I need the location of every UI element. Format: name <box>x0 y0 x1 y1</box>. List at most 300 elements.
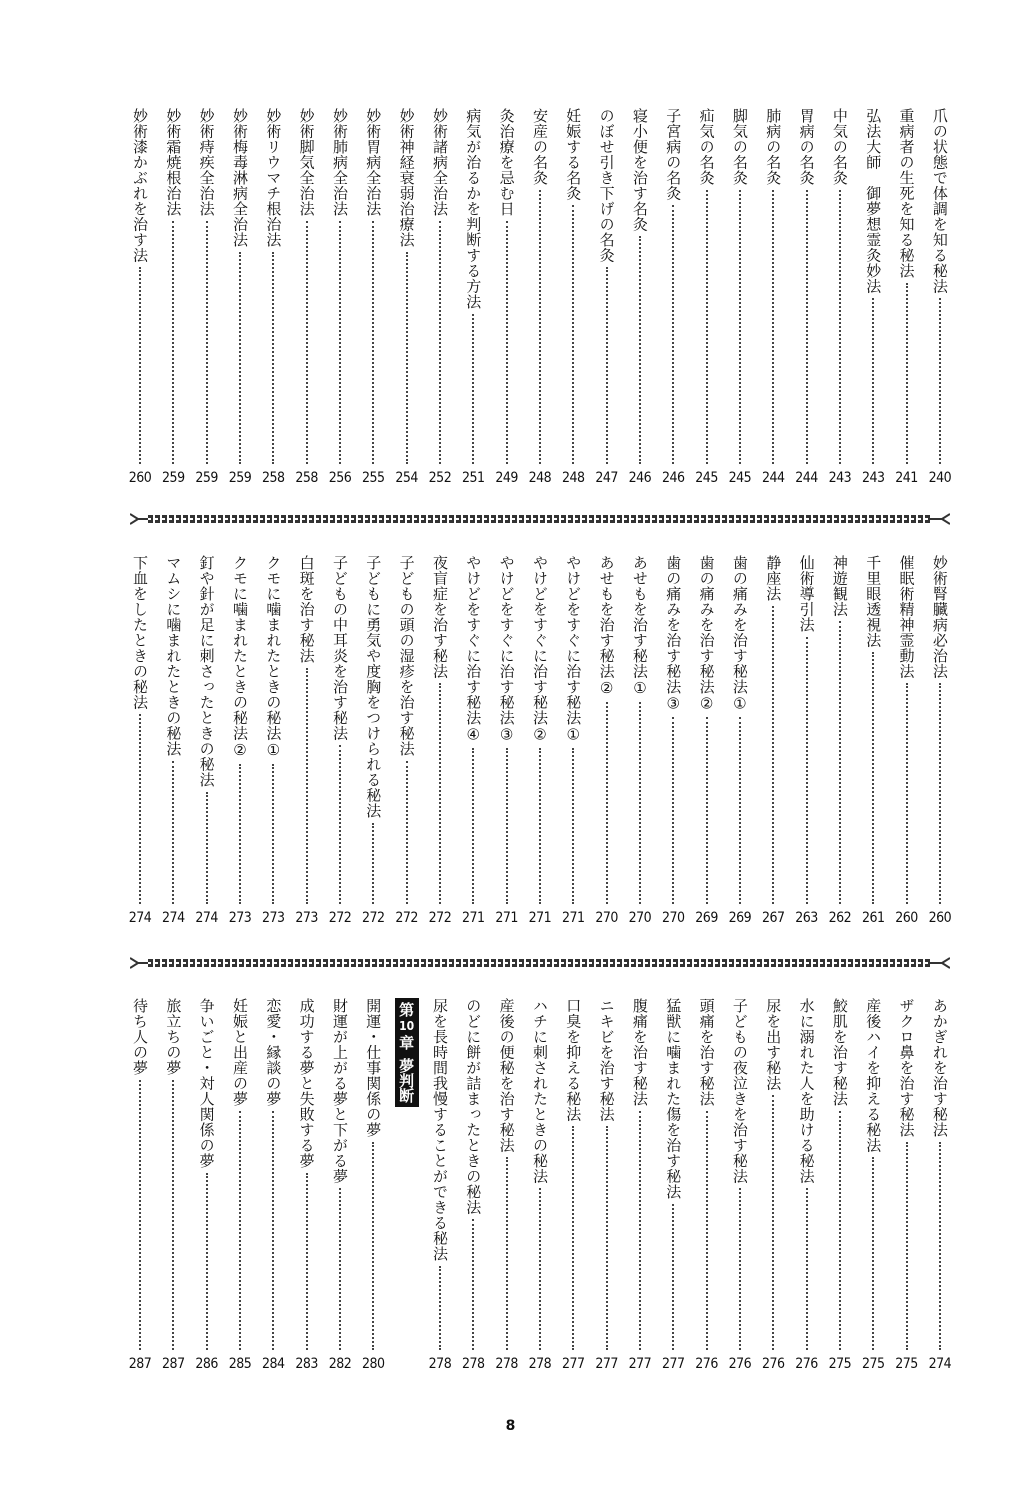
toc-entry-page: 276 <box>761 1356 785 1372</box>
toc-entry-title: 安産の名灸 <box>530 108 549 186</box>
leader-dots <box>172 761 174 905</box>
toc-entry-page: 278 <box>462 1356 485 1372</box>
toc-entry-page: 260 <box>128 470 152 486</box>
leader-dots <box>939 683 941 904</box>
toc-entry-page: 271 <box>528 910 552 926</box>
toc-entry-page: 274 <box>928 1356 952 1372</box>
toc-section-3 <box>128 998 952 1372</box>
toc-section-1 <box>128 108 952 486</box>
toc-entry <box>828 108 852 486</box>
toc-entry-title: 脚気の名灸 <box>730 108 749 186</box>
toc-entry-title: 中気の名灸 <box>830 108 849 186</box>
toc-entry-title: 子どもに勇気や度胸をつけられる秘法 <box>364 555 383 819</box>
toc-entry <box>928 108 952 486</box>
toc-entry-title: のぼせ引き下げの名灸 <box>597 108 616 263</box>
leader-dots <box>339 221 341 465</box>
leader-dots <box>439 221 441 465</box>
toc-entry <box>261 108 285 486</box>
chapter-prefix: 第 <box>397 1002 416 1017</box>
leader-dots <box>606 702 608 905</box>
toc-entry <box>195 555 219 926</box>
toc-entry-title: のどに餅が詰まったときの秘法 <box>464 998 483 1215</box>
leader-dots <box>839 190 841 465</box>
toc-entry-page: 267 <box>761 910 785 926</box>
toc-entry <box>195 108 219 486</box>
toc-entry-page: 287 <box>128 1356 152 1372</box>
leader-dots <box>672 205 674 464</box>
toc-entry-title: 妙術肺病全治法 <box>330 108 349 217</box>
toc-entry-title: 妙術漆かぶれを治す法 <box>131 108 149 263</box>
leader-dots <box>339 1188 341 1350</box>
leader-dots <box>739 717 741 904</box>
chapter-title: 夢判断 <box>397 1058 416 1103</box>
leader-dots <box>706 717 708 904</box>
toc-entry-page: 286 <box>195 1356 218 1372</box>
toc-entry-page: 259 <box>195 470 218 486</box>
toc-entry-page: 247 <box>595 470 618 486</box>
leader-dots <box>339 745 341 904</box>
toc-entry-page: 272 <box>362 910 385 926</box>
toc-entry <box>661 555 685 926</box>
toc-entry-title: 疝気の名灸 <box>697 108 716 186</box>
toc-entry <box>928 998 952 1372</box>
toc-entry-title: 子宮病の名灸 <box>664 108 683 201</box>
toc-entry-page: 273 <box>295 910 318 926</box>
toc-entry-page: 246 <box>661 470 685 486</box>
toc-entry-title: 歯の痛みを治す秘法③ <box>664 555 683 713</box>
leader-dots <box>839 1111 841 1351</box>
toc-entry <box>595 998 619 1372</box>
leader-dots <box>906 683 908 904</box>
toc-entry-page: 275 <box>861 1356 885 1372</box>
toc-entry-page: 248 <box>528 470 552 486</box>
toc-entry-page: 274 <box>162 910 185 926</box>
toc-entry-title: 鮫肌を治す秘法 <box>830 998 849 1107</box>
toc-entry <box>128 108 152 486</box>
toc-entry-page: 271 <box>561 910 585 926</box>
toc-entry-title: ハチに刺されたときの秘法 <box>530 998 549 1184</box>
toc-entry-title: 頭痛を治す秘法 <box>697 998 716 1107</box>
leader-dots <box>606 267 608 464</box>
toc-entry-title: あせもを治す秘法① <box>630 555 649 698</box>
leader-dots <box>639 236 641 464</box>
toc-entry-title: 開運・仕事関係の夢 <box>364 998 383 1138</box>
toc-entry-title: 待ち人の夢 <box>131 998 149 1076</box>
toc-entry <box>295 998 319 1372</box>
toc-entry-page: 270 <box>595 910 618 926</box>
toc-entry <box>661 998 685 1372</box>
leader-dots <box>639 702 641 905</box>
toc-entry-page: 260 <box>895 910 918 926</box>
toc-entry-title: 寝小便を治す名灸 <box>630 108 649 232</box>
leader-dots <box>772 190 774 465</box>
toc-entry-title: 子どもの夜泣きを治す秘法 <box>730 998 749 1184</box>
leader-dots <box>172 1080 174 1351</box>
toc-entry-title: 妙術胃病全治法 <box>364 108 383 217</box>
leader-dots <box>406 761 408 905</box>
toc-entry-page: 252 <box>428 470 452 486</box>
toc-entry <box>795 555 819 926</box>
toc-entry-title: 白斑を治す秘法 <box>297 555 316 664</box>
toc-entry-page: 243 <box>861 470 885 486</box>
toc-entry <box>128 998 152 1372</box>
toc-entry <box>328 108 352 486</box>
toc-entry <box>261 998 285 1372</box>
toc-entry-title: 尿を長時間我慢することができる秘法 <box>430 998 449 1262</box>
toc-entry <box>528 108 552 486</box>
chapter-number: 10 <box>399 1019 415 1033</box>
toc-entry-page: 276 <box>728 1356 752 1372</box>
toc-entry <box>561 108 585 486</box>
leader-dots <box>806 1188 808 1350</box>
toc-entry-page: 241 <box>895 470 918 486</box>
leader-dots <box>206 1173 208 1351</box>
toc-entry-page: 272 <box>428 910 452 926</box>
toc-entry <box>695 108 719 486</box>
toc-entry <box>461 108 485 486</box>
toc-entry <box>795 108 819 486</box>
leader-dots <box>239 252 241 465</box>
leader-dots <box>939 1142 941 1351</box>
leader-dots <box>939 298 941 464</box>
toc-entry-title: 争いごと・対人関係の夢 <box>197 998 216 1169</box>
toc-entry <box>628 555 652 926</box>
toc-entry-title: 爪の状態で体調を知る秘法 <box>930 108 949 294</box>
toc-entry-title: 子どもの頭の湿疹を治す秘法 <box>397 555 416 757</box>
toc-entry-title: 口臭を抑える秘法 <box>564 998 583 1122</box>
toc-entry <box>461 555 485 926</box>
leader-dots <box>206 792 208 905</box>
toc-entry-page: 277 <box>628 1356 652 1372</box>
toc-entry-title: あかぎれを治す秘法 <box>930 998 949 1138</box>
toc-entry-title: 催眠術精神霊動法 <box>897 555 916 679</box>
toc-entry <box>661 108 685 486</box>
toc-entry <box>928 555 952 926</box>
toc-entry-title: クモに噛まれたときの秘法① <box>264 555 283 760</box>
leader-dots <box>872 652 874 904</box>
toc-entry-page: 278 <box>428 1356 452 1372</box>
leader-dots <box>872 1157 874 1350</box>
toc-entry-page: 270 <box>628 910 652 926</box>
toc-entry-title: 尿を出す秘法 <box>764 998 783 1091</box>
toc-entry-page: 244 <box>761 470 785 486</box>
toc-entry <box>228 108 252 486</box>
toc-entry <box>495 555 519 926</box>
toc-entry-title: 財運が上がる夢と下がる夢 <box>330 998 349 1184</box>
toc-entry-title: 下血をしたときの秘法 <box>131 555 149 710</box>
leader-dots <box>139 1080 141 1351</box>
leader-dots <box>306 668 308 905</box>
leader-dots <box>439 683 441 904</box>
toc-entry-title: 仙術導引法 <box>797 555 816 633</box>
toc-entry-title: ザクロ鼻を治す秘法 <box>897 998 916 1138</box>
leader-dots <box>306 1173 308 1351</box>
toc-entry <box>161 555 185 926</box>
toc-entry-title: 妙術脚気全治法 <box>297 108 316 217</box>
toc-entry-title: 釘や針が足に刺さったときの秘法 <box>197 555 216 788</box>
toc-entry-page: 263 <box>795 910 818 926</box>
toc-entry-title: 妙術痔疾全治法 <box>197 108 216 217</box>
toc-entry-page: 277 <box>661 1356 685 1372</box>
toc-entry <box>428 555 452 926</box>
toc-entry-page: 277 <box>595 1356 618 1372</box>
toc-entry <box>895 555 919 926</box>
toc-entry-title: 夜盲症を治す秘法 <box>430 555 449 679</box>
leader-dots <box>806 637 808 905</box>
toc-entry-title: 妙術腎臓病必治法 <box>930 555 949 679</box>
toc-entry <box>361 998 385 1372</box>
leader-dots <box>639 1111 641 1351</box>
leader-dots <box>272 1111 274 1351</box>
toc-entry-title: 胃病の名灸 <box>797 108 816 186</box>
leader-dots <box>539 748 541 904</box>
toc-entry-page: 258 <box>295 470 318 486</box>
toc-entry-page: 255 <box>362 470 385 486</box>
toc-entry <box>795 998 819 1372</box>
leader-dots <box>772 606 774 905</box>
leader-dots <box>706 190 708 465</box>
toc-entry-title: 子どもの中耳炎を治す秘法 <box>330 555 349 741</box>
leader-dots <box>472 314 474 465</box>
toc-entry-title: 灸治療を忌む日 <box>497 108 516 217</box>
toc-entry-page: 277 <box>561 1356 585 1372</box>
toc-entry-title: やけどをすぐに治す秘法③ <box>497 555 516 744</box>
toc-entry-title: 妊娠する名灸 <box>564 108 583 201</box>
toc-entry-title: 水に溺れた人を助ける秘法 <box>797 998 816 1184</box>
toc-entry <box>561 998 585 1372</box>
toc-entry-page: 284 <box>262 1356 285 1372</box>
leader-dots <box>172 221 174 465</box>
leader-dots <box>539 190 541 465</box>
toc-entry <box>295 108 319 486</box>
leader-dots <box>472 1219 474 1350</box>
toc-entry <box>561 555 585 926</box>
rope-divider-1 <box>130 512 950 526</box>
toc-entry <box>861 998 885 1372</box>
toc-entry <box>161 998 185 1372</box>
toc-entry-page: 273 <box>228 910 252 926</box>
toc-entry <box>861 108 885 486</box>
toc-entry-page: 245 <box>695 470 718 486</box>
toc-entry-page: 240 <box>928 470 952 486</box>
toc-entry-page: 278 <box>495 1356 518 1372</box>
toc-entry-title: 妙術リウマチ根治法 <box>264 108 283 248</box>
leader-dots <box>739 1188 741 1350</box>
toc-entry <box>428 108 452 486</box>
rope-divider-2 <box>130 956 950 970</box>
toc-entry <box>161 108 185 486</box>
leader-dots <box>672 1204 674 1351</box>
toc-entry-page: 258 <box>262 470 285 486</box>
toc-entry-page: 274 <box>128 910 152 926</box>
chapter-label-box <box>395 998 419 1107</box>
leader-dots <box>272 252 274 465</box>
toc-entry-page: 256 <box>328 470 352 486</box>
leader-dots <box>239 1111 241 1351</box>
toc-entry-page: 270 <box>661 910 685 926</box>
toc-entry <box>761 555 785 926</box>
toc-entry-title: 歯の痛みを治す秘法② <box>697 555 716 713</box>
toc-entry <box>461 998 485 1372</box>
leader-dots <box>372 1142 374 1351</box>
toc-entry-title: 妙術霜焼根治法 <box>164 108 183 217</box>
toc-entry <box>628 998 652 1372</box>
toc-entry <box>495 108 519 486</box>
toc-entry-title: 産後の便秘を治す秘法 <box>497 998 516 1153</box>
toc-entry <box>295 555 319 926</box>
toc-entry-title: あせもを治す秘法② <box>597 555 616 698</box>
toc-entry-page: 276 <box>795 1356 818 1372</box>
toc-entry <box>828 555 852 926</box>
toc-entry-title: 病気が治るかを判断する方法 <box>464 108 483 310</box>
toc-entry-title: 妙術梅毒淋病全治法 <box>230 108 249 248</box>
leader-dots <box>806 190 808 465</box>
toc-entry-page: 271 <box>462 910 485 926</box>
toc-entry-page: 245 <box>728 470 752 486</box>
toc-entry <box>261 555 285 926</box>
leader-dots <box>506 221 508 465</box>
toc-entry-title: 猛獣に噛まれた傷を治す秘法 <box>664 998 683 1200</box>
leader-dots <box>406 252 408 465</box>
leader-dots <box>839 621 841 904</box>
toc-entry-title: マムシに噛まれたときの秘法 <box>164 555 183 757</box>
toc-entry-title: 神遊観法 <box>830 555 849 617</box>
toc-entry <box>828 998 852 1372</box>
leader-dots <box>772 1095 774 1350</box>
toc-entry-title: クモに噛まれたときの秘法② <box>230 555 249 760</box>
toc-entry <box>361 108 385 486</box>
toc-entry <box>728 998 752 1372</box>
chapter-heading <box>395 998 419 1372</box>
toc-entry <box>695 555 719 926</box>
toc-entry-page: 260 <box>928 910 952 926</box>
toc-entry <box>761 108 785 486</box>
toc-entry <box>728 555 752 926</box>
toc-entry-title: やけどをすぐに治す秘法① <box>564 555 583 744</box>
toc-entry <box>528 555 552 926</box>
toc-entry-page: 261 <box>861 910 885 926</box>
toc-entry-page: 243 <box>828 470 852 486</box>
toc-entry <box>528 998 552 1372</box>
toc-entry-page: 282 <box>328 1356 352 1372</box>
leader-dots <box>439 1266 441 1351</box>
leader-dots <box>472 748 474 904</box>
toc-entry-page: 275 <box>895 1356 918 1372</box>
leader-dots <box>672 717 674 904</box>
toc-entry-title: 妙術神経衰弱治療法 <box>397 108 416 248</box>
toc-entry-title: 妊娠と出産の夢 <box>230 998 249 1107</box>
toc-entry-page: 278 <box>528 1356 552 1372</box>
toc-entry-title: 腹痛を治す秘法 <box>630 998 649 1107</box>
leader-dots <box>272 764 274 905</box>
leader-dots <box>506 748 508 904</box>
toc-entry-title: 重病者の生死を知る秘法 <box>897 108 916 279</box>
toc-entry <box>195 998 219 1372</box>
toc-entry-page: 259 <box>162 470 185 486</box>
toc-entry-page: 274 <box>195 910 218 926</box>
leader-dots <box>872 298 874 464</box>
toc-entry-page: 272 <box>328 910 352 926</box>
toc-entry-page: 287 <box>162 1356 185 1372</box>
toc-entry <box>728 108 752 486</box>
toc-section-2 <box>128 555 952 926</box>
toc-entry-page: 249 <box>495 470 518 486</box>
toc-entry <box>861 555 885 926</box>
toc-entry-page: 280 <box>362 1356 385 1372</box>
toc-entry-page: 248 <box>561 470 585 486</box>
toc-entry <box>228 998 252 1372</box>
leader-dots <box>372 221 374 465</box>
toc-entry <box>395 108 419 486</box>
toc-entry <box>495 998 519 1372</box>
toc-entry-page: 272 <box>395 910 418 926</box>
toc-entry-title: 肺病の名灸 <box>764 108 783 186</box>
toc-entry-page: 262 <box>828 910 852 926</box>
leader-dots <box>506 1157 508 1350</box>
toc-entry <box>628 108 652 486</box>
leader-dots <box>572 748 574 904</box>
toc-entry-page: 273 <box>262 910 285 926</box>
toc-entry-page: 269 <box>728 910 752 926</box>
toc-entry-title: ニキビを治す秘法 <box>597 998 616 1122</box>
toc-entry <box>895 998 919 1372</box>
toc-entry-title: 千里眼透視法 <box>864 555 883 648</box>
toc-entry-page: 246 <box>628 470 652 486</box>
toc-entry-title: 旅立ちの夢 <box>164 998 183 1076</box>
page-number: 8 <box>505 1418 516 1434</box>
toc-entry-title: 妙術諸病全治法 <box>430 108 449 217</box>
toc-entry <box>128 555 152 926</box>
toc-entry-page: 254 <box>395 470 418 486</box>
toc-entry-page: 251 <box>462 470 485 486</box>
leader-dots <box>139 714 141 904</box>
leader-dots <box>139 267 141 464</box>
toc-entry <box>361 555 385 926</box>
toc-entry <box>595 108 619 486</box>
leader-dots <box>206 221 208 465</box>
toc-entry <box>761 998 785 1372</box>
leader-dots <box>706 1111 708 1351</box>
toc-entry-title: 歯の痛みを治す秘法① <box>730 555 749 713</box>
leader-dots <box>906 1142 908 1351</box>
leader-dots <box>606 1126 608 1350</box>
toc-entry-title: やけどをすぐに治す秘法② <box>530 555 549 744</box>
leader-dots <box>572 1126 574 1350</box>
toc-entry <box>228 555 252 926</box>
toc-entry-page: 276 <box>695 1356 718 1372</box>
toc-entry-page: 285 <box>228 1356 252 1372</box>
toc-entry-title: やけどをすぐに治す秘法④ <box>464 555 483 744</box>
leader-dots <box>239 764 241 905</box>
toc-entry-page: 283 <box>295 1356 318 1372</box>
toc-entry <box>428 998 452 1372</box>
toc-entry-title: 弘法大師 御夢想霊灸妙法 <box>864 108 883 294</box>
toc-entry <box>595 555 619 926</box>
toc-entry-title: 静座法 <box>764 555 783 602</box>
leader-dots <box>539 1188 541 1350</box>
leader-dots <box>572 205 574 464</box>
toc-entry <box>328 998 352 1372</box>
toc-entry <box>695 998 719 1372</box>
chapter-suffix: 章 <box>397 1035 416 1050</box>
leader-dots <box>906 283 908 465</box>
toc-entry-title: 恋愛・縁談の夢 <box>264 998 283 1107</box>
toc-entry <box>895 108 919 486</box>
toc-entry-title: 成功する夢と失敗する夢 <box>297 998 316 1169</box>
toc-entry-page: 259 <box>228 470 252 486</box>
toc-entry <box>395 555 419 926</box>
leader-dots <box>739 190 741 465</box>
